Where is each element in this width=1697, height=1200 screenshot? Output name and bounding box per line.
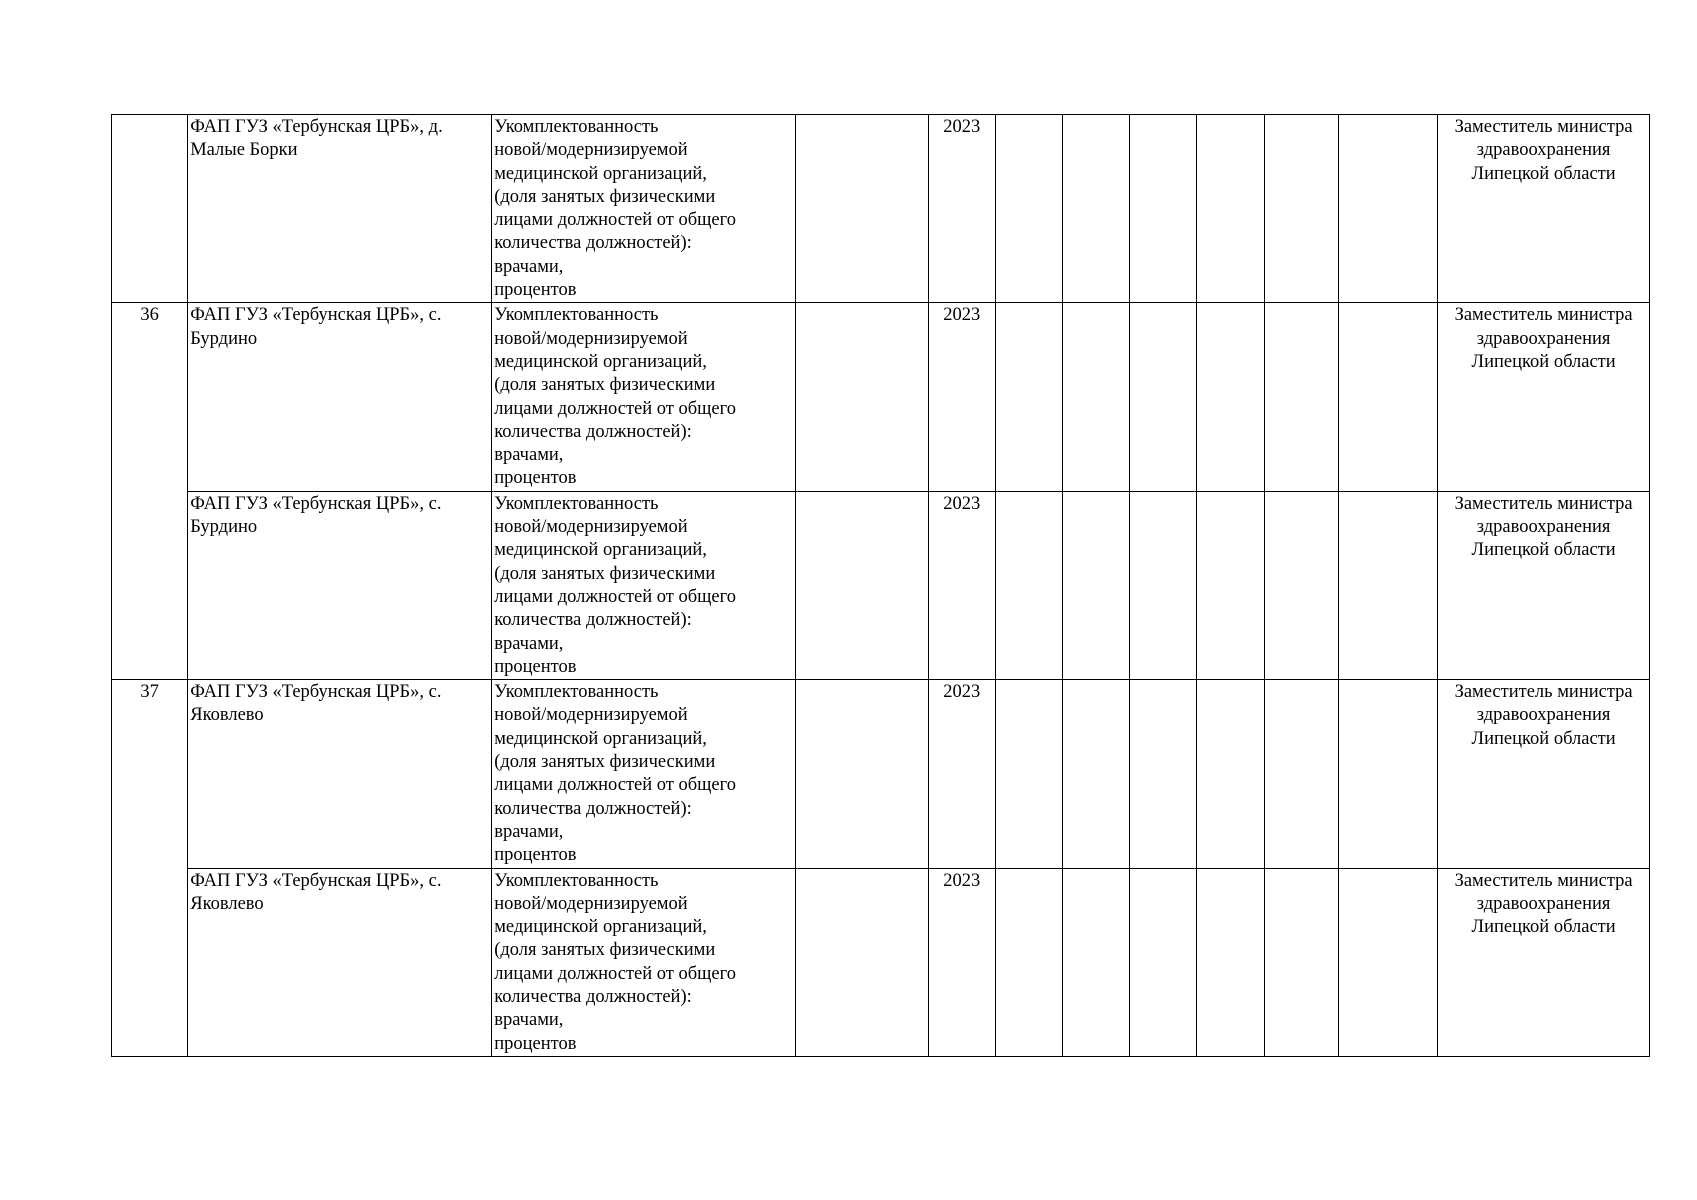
empty-cell (1264, 680, 1338, 868)
table-row (112, 680, 1650, 868)
empty-cell (1197, 680, 1264, 868)
empty-cell (1063, 491, 1130, 679)
empty-cell (1063, 115, 1130, 303)
empty-cell (1130, 303, 1197, 491)
empty-cell (1338, 680, 1437, 868)
responsible-cell: Заместитель министра здравоохранения Липецкой области (1438, 868, 1650, 1056)
year-cell: 2023 (928, 115, 995, 303)
year-cell: 2023 (928, 680, 995, 868)
year-cell: 2023 (928, 491, 995, 679)
responsible-cell: Заместитель министра здравоохранения Липецкой области (1438, 303, 1650, 491)
empty-cell (796, 680, 928, 868)
empty-cell (1130, 115, 1197, 303)
organization-cell: ФАП ГУЗ «Тербунская ЦРБ», д. Малые Борки (188, 115, 492, 303)
empty-cell (1338, 868, 1437, 1056)
empty-cell (1063, 868, 1130, 1056)
empty-cell (796, 868, 928, 1056)
organization-cell: ФАП ГУЗ «Тербунская ЦРБ», с. Яковлево (188, 868, 492, 1056)
year-cell: 2023 (928, 303, 995, 491)
table-row (112, 303, 1650, 491)
empty-cell (995, 115, 1062, 303)
row-number-cell (112, 115, 188, 303)
empty-cell (995, 868, 1062, 1056)
year-cell: 2023 (928, 868, 995, 1056)
empty-cell (1197, 491, 1264, 679)
empty-cell (1130, 680, 1197, 868)
indicators-table (111, 114, 1650, 1057)
empty-cell (1063, 303, 1130, 491)
empty-cell (1197, 868, 1264, 1056)
table-row (112, 868, 1650, 1056)
empty-cell (796, 303, 928, 491)
row-number-cell: 37 (112, 680, 188, 1057)
empty-cell (1130, 868, 1197, 1056)
responsible-cell: Заместитель министра здравоохранения Липецкой области (1438, 491, 1650, 679)
table-row (112, 115, 1650, 303)
empty-cell (796, 115, 928, 303)
indicator-cell: Укомплектованность новой/модернизируемой медицинской организаций, (доля занятых физическими лицами должностей от общего количества должностей): врачами, процентов (492, 115, 796, 303)
empty-cell (1264, 303, 1338, 491)
organization-cell: ФАП ГУЗ «Тербунская ЦРБ», с. Бурдино (188, 303, 492, 491)
organization-cell: ФАП ГУЗ «Тербунская ЦРБ», с. Яковлево (188, 680, 492, 868)
empty-cell (1063, 680, 1130, 868)
empty-cell (995, 491, 1062, 679)
indicator-cell: Укомплектованность новой/модернизируемой медицинской организаций, (доля занятых физическими лицами должностей от общего количества должностей): врачами, процентов (492, 303, 796, 491)
empty-cell (1338, 491, 1437, 679)
empty-cell (1264, 491, 1338, 679)
indicator-cell: Укомплектованность новой/модернизируемой медицинской организаций, (доля занятых физическими лицами должностей от общего количества должностей): врачами, процентов (492, 491, 796, 679)
empty-cell (1338, 303, 1437, 491)
organization-cell: ФАП ГУЗ «Тербунская ЦРБ», с. Бурдино (188, 491, 492, 679)
empty-cell (1264, 115, 1338, 303)
indicator-cell: Укомплектованность новой/модернизируемой медицинской организаций, (доля занятых физическими лицами должностей от общего количества должностей): врачами, процентов (492, 868, 796, 1056)
indicator-cell: Укомплектованность новой/модернизируемой медицинской организаций, (доля занятых физическими лицами должностей от общего количества должностей): врачами, процентов (492, 680, 796, 868)
table-row (112, 491, 1650, 679)
empty-cell (995, 303, 1062, 491)
responsible-cell: Заместитель министра здравоохранения Липецкой области (1438, 115, 1650, 303)
empty-cell (995, 680, 1062, 868)
responsible-cell: Заместитель министра здравоохранения Липецкой области (1438, 680, 1650, 868)
empty-cell (1130, 491, 1197, 679)
empty-cell (1264, 868, 1338, 1056)
empty-cell (1197, 303, 1264, 491)
empty-cell (1338, 115, 1437, 303)
empty-cell (796, 491, 928, 679)
row-number-cell: 36 (112, 303, 188, 680)
empty-cell (1197, 115, 1264, 303)
